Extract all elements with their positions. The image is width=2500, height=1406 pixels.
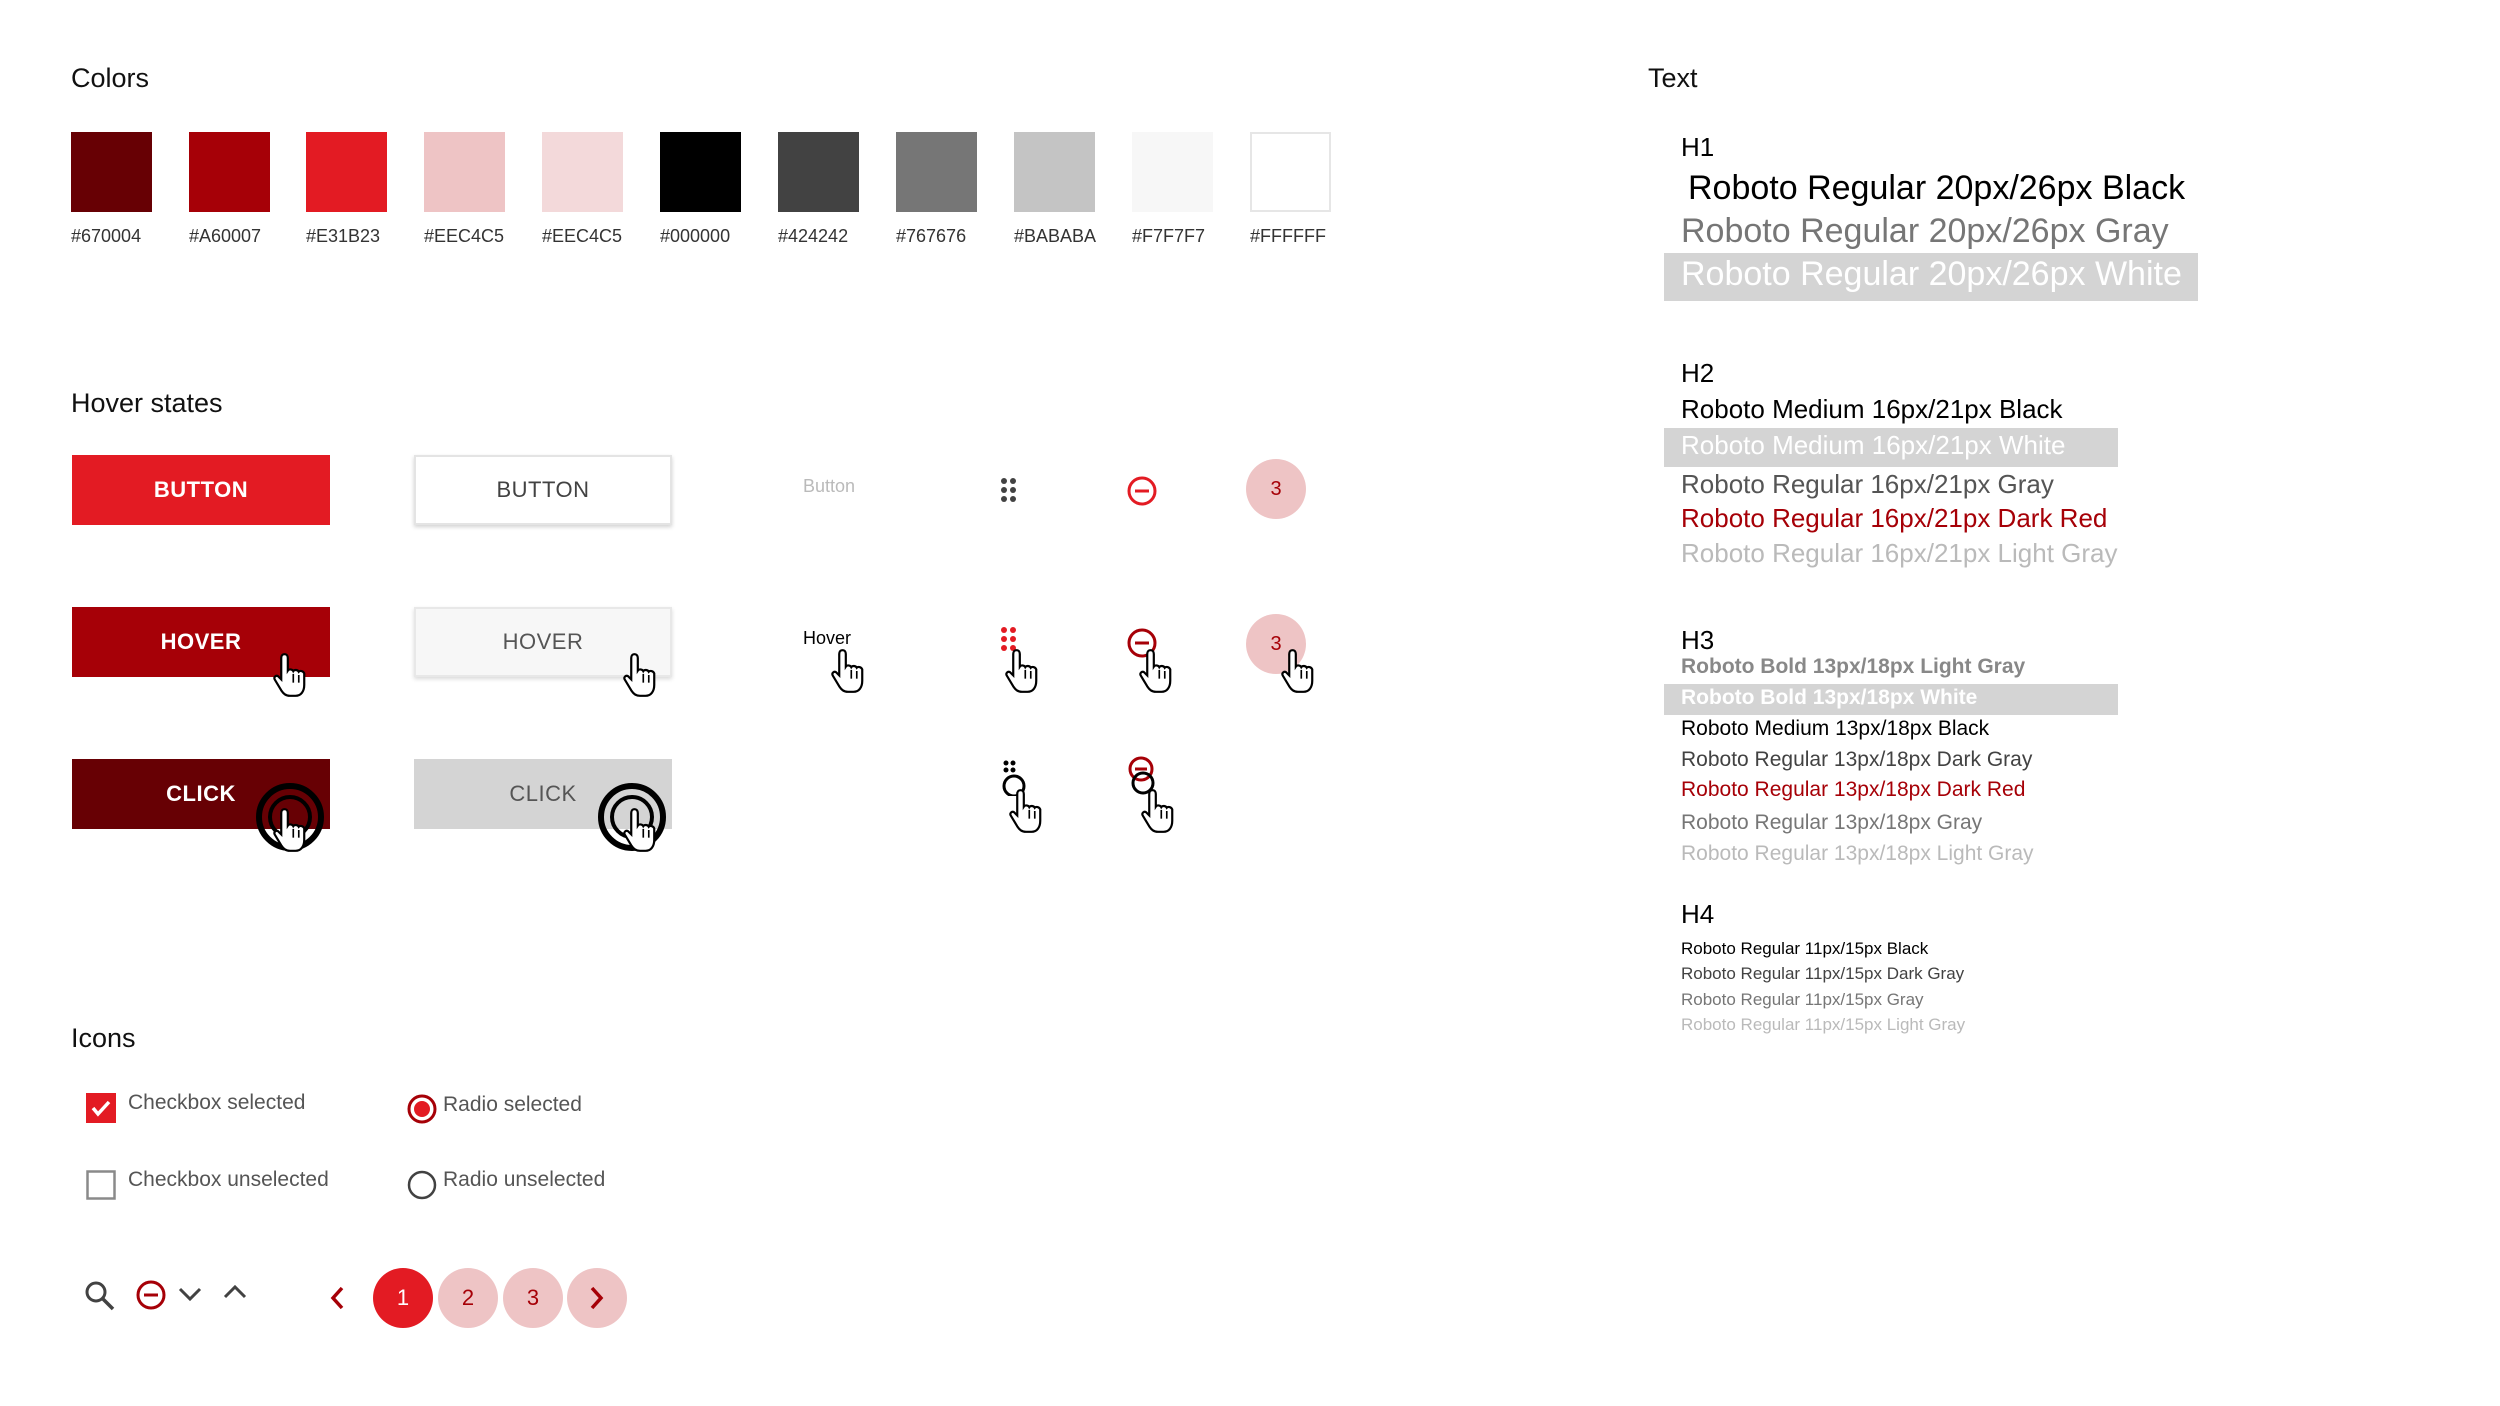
h4-light-gray-sample: Roboto Regular 11px/15px Light Gray [1681, 1015, 1966, 1034]
color-swatch-label: #000000 [660, 226, 731, 246]
color-swatch [306, 132, 387, 212]
h3-regular-dark-red-sample: Roboto Regular 13px/18px Dark Red [1681, 778, 2026, 801]
h4-dark-gray-sample: Roboto Regular 11px/15px Dark Gray [1681, 964, 1965, 983]
pagination-next-button[interactable] [567, 1268, 627, 1328]
text-section-title: Text [1648, 63, 1698, 93]
h2-heading: H2 [1681, 358, 1715, 388]
h2-medium-white-sample: Roboto Medium 16px/21px White [1681, 430, 2066, 460]
color-swatch [1014, 132, 1095, 212]
radio-selected-icon[interactable] [406, 1093, 438, 1125]
color-swatch [778, 132, 859, 212]
pagination-page-1[interactable]: 1 [373, 1268, 433, 1328]
checkbox-unselected-label: Checkbox unselected [128, 1168, 329, 1191]
color-swatch [1132, 132, 1213, 212]
color-swatch [189, 132, 270, 212]
color-swatch-label: #E31B23 [306, 226, 381, 246]
color-swatch-label: #670004 [71, 226, 142, 246]
color-swatch [542, 132, 623, 212]
radio-unselected-icon[interactable] [406, 1169, 438, 1201]
hand-cursor-icon [1138, 788, 1178, 834]
hand-cursor-icon [620, 652, 660, 698]
chevron-right-icon [586, 1283, 608, 1313]
primary-button-hover[interactable]: HOVER [72, 607, 330, 677]
hand-cursor-icon [270, 652, 310, 698]
h2-regular-gray-sample: Roboto Regular 16px/21px Gray [1681, 469, 2054, 499]
count-badge-default[interactable]: 3 [1246, 459, 1306, 519]
h2-regular-light-gray-sample: Roboto Regular 16px/21px Light Gray [1681, 538, 2118, 568]
color-swatch [896, 132, 977, 212]
chevron-up-icon[interactable] [221, 1282, 249, 1302]
h1-black-sample: Roboto Regular 20px/26px Black [1688, 169, 2186, 207]
primary-button-click[interactable]: CLICK [72, 759, 330, 829]
hand-cursor-icon [270, 807, 310, 853]
chevron-down-icon[interactable] [176, 1284, 204, 1304]
radio-unselected-label: Radio unselected [443, 1168, 606, 1191]
h1-gray-sample: Roboto Regular 20px/26px Gray [1681, 212, 2169, 250]
color-swatch-label: #BABABA [1014, 226, 1097, 246]
chevron-left-icon[interactable] [326, 1283, 348, 1313]
h3-heading: H3 [1681, 625, 1715, 655]
pagination-page-3[interactable]: 3 [503, 1268, 563, 1328]
color-swatch [1250, 132, 1331, 212]
icons-section-title: Icons [71, 1023, 136, 1053]
drag-handle-icon[interactable] [1000, 477, 1018, 503]
hand-cursor-icon [620, 807, 660, 853]
h4-black-sample: Roboto Regular 11px/15px Black [1681, 939, 1929, 958]
h4-gray-sample: Roboto Regular 11px/15px Gray [1681, 990, 1924, 1009]
hand-cursor-icon [828, 648, 868, 694]
h1-white-sample: Roboto Regular 20px/26px White [1681, 255, 2182, 293]
h3-bold-white-sample: Roboto Bold 13px/18px White [1681, 686, 1978, 709]
hand-cursor-icon [1136, 648, 1176, 694]
hover-states-section-title: Hover states [71, 388, 223, 418]
h2-medium-black-sample: Roboto Medium 16px/21px Black [1681, 394, 2063, 424]
minus-circle-icon[interactable] [135, 1279, 167, 1311]
color-swatch-label: #F7F7F7 [1132, 226, 1206, 246]
h3-regular-light-gray-sample: Roboto Regular 13px/18px Light Gray [1681, 842, 2034, 865]
color-swatch-label: #EEC4C5 [424, 226, 505, 246]
checkbox-checked-icon[interactable] [86, 1093, 116, 1123]
color-swatch-label: #EEC4C5 [542, 226, 623, 246]
color-swatch-label: #424242 [778, 226, 849, 246]
h3-medium-black-sample: Roboto Medium 13px/18px Black [1681, 717, 1990, 740]
hand-cursor-icon [1278, 648, 1318, 694]
text-button-default[interactable]: Button [803, 476, 856, 496]
minus-circle-icon[interactable] [1126, 475, 1158, 507]
h3-regular-dark-gray-sample: Roboto Regular 13px/18px Dark Gray [1681, 748, 2033, 771]
hand-cursor-icon [1006, 788, 1046, 834]
h2-regular-dark-red-sample: Roboto Regular 16px/21px Dark Red [1681, 503, 2108, 533]
pagination-page-2[interactable]: 2 [438, 1268, 498, 1328]
h1-heading: H1 [1681, 132, 1715, 162]
color-swatch-label: #A60007 [189, 226, 262, 246]
primary-button-default[interactable]: BUTTON [72, 455, 330, 525]
outline-button-click[interactable]: CLICK [414, 759, 672, 829]
text-button-hover[interactable]: Hover [803, 628, 852, 648]
radio-selected-label: Radio selected [443, 1093, 582, 1116]
h3-regular-gray-sample: Roboto Regular 13px/18px Gray [1681, 811, 1983, 834]
color-swatch-label: #767676 [896, 226, 967, 246]
color-swatch [660, 132, 741, 212]
outline-button-default[interactable]: BUTTON [414, 455, 672, 525]
search-icon[interactable] [84, 1280, 116, 1312]
checkbox-unchecked-icon[interactable] [86, 1170, 116, 1200]
h4-heading: H4 [1681, 899, 1715, 929]
count-badge-hover[interactable]: 3 [1246, 614, 1306, 674]
colors-section-title: Colors [71, 63, 150, 93]
h3-bold-light-gray-sample: Roboto Bold 13px/18px Light Gray [1681, 655, 2026, 678]
hand-cursor-icon [1002, 648, 1042, 694]
color-swatch-label: #FFFFFF [1250, 226, 1326, 246]
color-swatch [71, 132, 152, 212]
color-swatch [424, 132, 505, 212]
checkbox-selected-label: Checkbox selected [128, 1091, 306, 1114]
outline-button-hover[interactable]: HOVER [414, 607, 672, 677]
